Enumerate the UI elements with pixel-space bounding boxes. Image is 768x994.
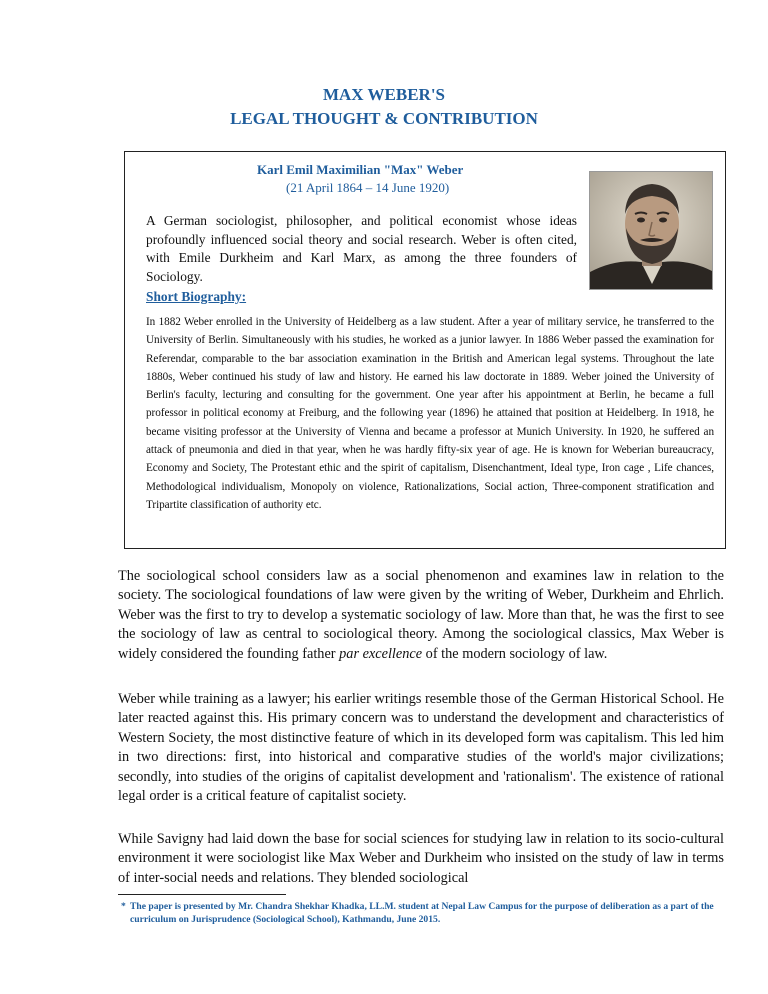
footnote-text: The paper is presented by Mr. Chandra Shekhar Khadka, LL.M. student at Nepal Law Campus for the purpose of deliberation as a part of the curriculum on Jurisprudence (Sociological School), Kathmandu, June 2015. <box>130 901 714 925</box>
paragraph-1-text: The sociological school considers law as a social phenomenon and examines law in relation to the society. The sociological foundations of law were given by the writing of Weber, Durkheim and Ehrlich. Weber was the first to try to develop a systematic sociology of law. More than that, he was the first to see the sociology of law as central to sociological theory. Among the sociological classics, Max Weber is widely considered the founding father <box>118 568 724 662</box>
portrait-image <box>589 171 713 290</box>
paragraph-2: Weber while training as a lawyer; his earlier writings resemble those of the German Historical School. He later reacted against this. His primary concern was to understand the development and characteristics of Western Society, the most distinctive feature of which in its developed form was capitalism. This led him in two directions: first, into historical and comparative studies of the world's major civilizations; secondly, into studies of the origins of capitalist development and 'rationalism'. The existence of rational legal order is a critical feature of capitalist society. <box>118 691 724 805</box>
paragraph-1-emphasis: par excellence <box>339 645 423 662</box>
footnote-rule <box>118 894 286 895</box>
short-biography-heading: Short Biography: <box>146 289 247 304</box>
portrait-illustration <box>590 172 713 290</box>
footnote-marker: * <box>121 901 126 912</box>
bio-intro: A German sociologist, philosopher, and political economist whose ideas profoundly influenced social theory and social research. Weber is often cited, with Emile Durkheim and Karl Marx, as among the three founders of Sociology. <box>146 213 577 284</box>
short-biography-text: In 1882 Weber enrolled in the University of Heidelberg as a law student. After a year of military service, he transferred to the University of Berlin. Simultaneously with his studies, he worked as a junior lawyer. In 1886 Weber passed the examination for Referendar, comparable to the bar association examination in the British and American legal systems. Throughout the late 1880s, Weber continued his study of law and history. He earned his law doctorate in 1889. Weber joined the University of Berlin's faculty, lecturing and consulting for the government. One year after his appointment at Berlin, he became a full professor in political economy at Freiburg, and the following year (1896) he attained that position at Heidelberg. In 1918, he became visiting professor at the University of Vienna and became a professor at Munich University. In 1920, he suffered an attack of pneumonia and died in that year, when he was hardly fifty-six year of age. He is known for Weberian bureaucracy, Economy and Society, The Protestant ethic and the spirit of capitalism, Disenchantment, Ideal type, Iron cage , Life chances, Methodological individualism, Monopoly on violence, Rationalizations, Social action, Three-component stratification and Tripartite classification of authority etc. <box>146 316 714 511</box>
bio-name: Karl Emil Maximilian "Max" Weber <box>257 162 464 177</box>
bio-dates: (21 April 1864 – 14 June 1920) <box>286 180 450 195</box>
document-title: MAX WEBER'S <box>322 85 445 104</box>
footnote <box>121 900 724 926</box>
paragraph-3: While Savigny had laid down the base for social sciences for studying law in relation to its socio-cultural environment it were sociologist like Max Weber and Durkheim who insisted on the study of law in terms of inter-social needs and relations. They blended sociological <box>118 831 724 886</box>
document-subtitle: LEGAL THOUGHT & CONTRIBUTION <box>230 109 538 128</box>
paragraph-1 <box>118 567 724 664</box>
paragraph-1-tail: of the modern sociology of law. <box>422 645 608 662</box>
